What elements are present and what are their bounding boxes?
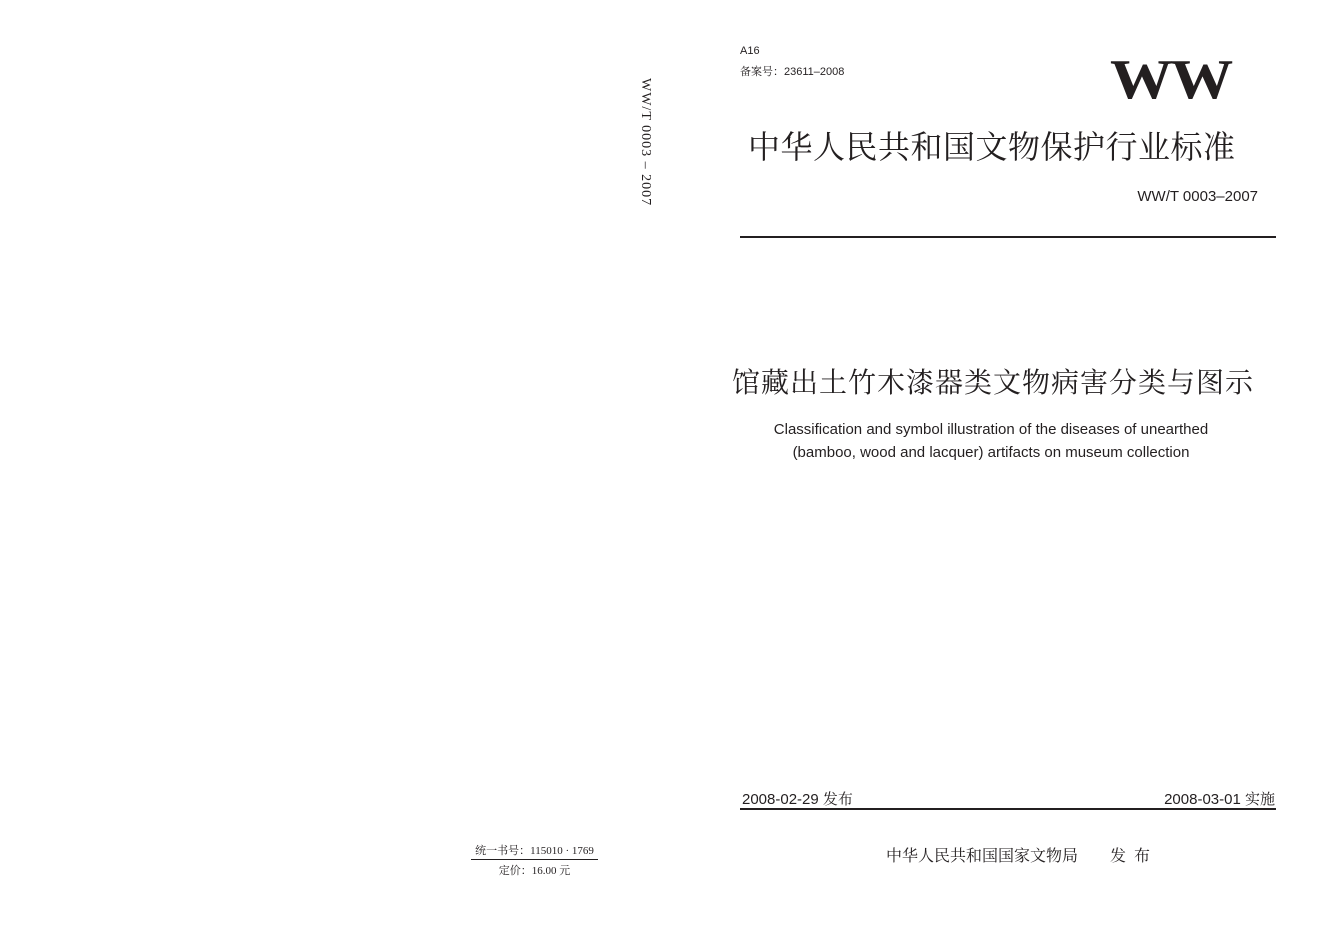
ww-logo: WW xyxy=(1110,49,1231,111)
publisher-line xyxy=(886,843,1158,866)
document-title-english xyxy=(740,418,1242,464)
header-divider xyxy=(740,236,1276,238)
footer-divider xyxy=(740,808,1276,810)
standard-category-title: 中华人民共和国文物保护行业标准 xyxy=(748,129,1236,165)
standard-number: WW/T 0003–2007 xyxy=(1137,188,1258,205)
document-title-english-line-1: Classification and symbol illustration of the diseases of unearthed xyxy=(773,421,1209,438)
classification-code: A16 xyxy=(740,45,760,57)
publisher-name: 中华人民共和国国家文物局 xyxy=(886,848,1079,865)
document-title-chinese: 馆藏出土竹木漆器类文物病害分类与图示 xyxy=(732,367,1255,398)
spine-standard-number: WW/T 0003 – 2007 xyxy=(638,78,653,207)
publisher-action: 发布 xyxy=(1110,848,1159,865)
book-price: 定价：16.00 元 xyxy=(498,865,571,877)
record-number: 备案号：23611–2008 xyxy=(740,66,845,78)
issue-date: 2008-02-29 发布 xyxy=(742,791,853,808)
book-number: 统一书号：115010 · 1769 xyxy=(471,842,598,860)
implementation-date: 2008-03-01 实施 xyxy=(1164,791,1275,808)
document-title-english-line-2: (bamboo, wood and lacquer) artifacts on museum collection xyxy=(792,444,1190,461)
back-cover-info xyxy=(471,842,598,878)
